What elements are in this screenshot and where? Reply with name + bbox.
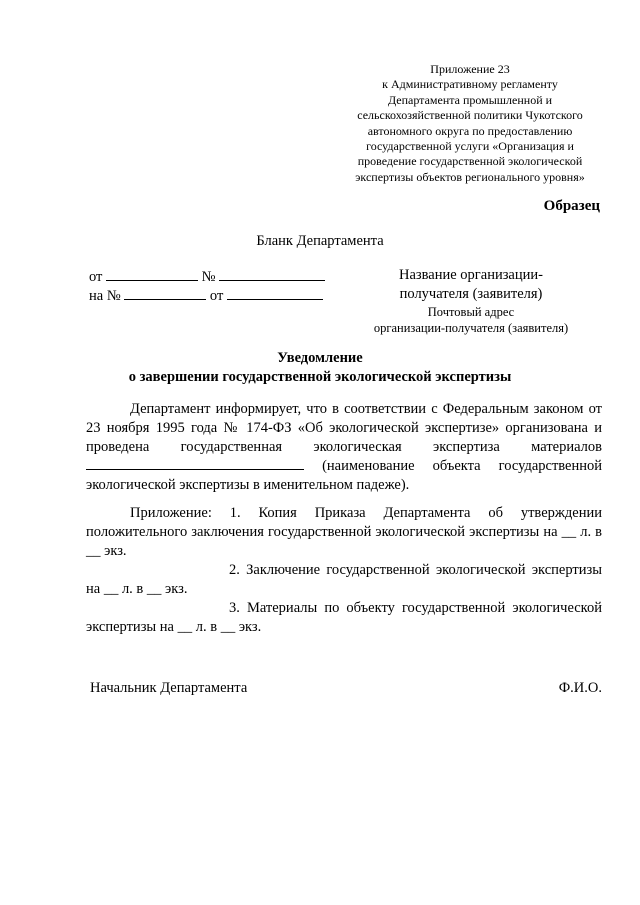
attachment-line: Приложение 23 [430, 62, 510, 76]
attachment-line: сельскохозяйственной политики Чукотского [357, 108, 583, 123]
signatory-name: Ф.И.О. [558, 680, 602, 696]
object-name-blank [86, 457, 304, 470]
attachment-line: государственной услуги «Организация и [366, 139, 574, 154]
attachment-header [335, 62, 605, 185]
from-label: от [89, 269, 103, 285]
recipient-address-line: организации-получателя (заявителя) [373, 321, 569, 335]
document-title [0, 349, 640, 387]
attachment-item: 2. Заключение государственной экологической экспертизы на __ л. в __ экз. [86, 562, 602, 597]
date-blank [106, 268, 198, 281]
body-text-cont: (наименование объекта государственной экологической экспертизы в именительном падеже). [86, 458, 603, 493]
notification-body [86, 400, 602, 495]
requisites-line-1 [89, 268, 325, 287]
reply-from-label: от [209, 288, 224, 304]
recipient-block [366, 266, 576, 336]
number-blank [219, 268, 325, 281]
body-text: Департамент информирует, что в соответствии с Федеральным законом от 23 ноября 1995 года № 174-ФЗ «Об экологической экспертизе» организована и проведена государственная экологическая экспертиза материалов [86, 401, 602, 455]
body-paragraph [86, 400, 602, 495]
signature-block [90, 680, 602, 697]
outgoing-requisites [89, 268, 325, 306]
sample-label: Образец [543, 198, 600, 214]
title-line: Уведомление [277, 350, 363, 366]
recipient-name-line: Название организации- [399, 267, 543, 283]
attachment-item: Приложение: 1. Копия Приказа Департамента об утверждении положительного заключения государственной экологической экспертизы на __ л. в __ экз. [86, 505, 602, 559]
reply-date-blank [227, 287, 323, 300]
attachment-line: автономного округа по предоставлению [367, 123, 573, 138]
reply-number-blank [124, 287, 206, 300]
attachment-line: проведение государственной экологической [357, 154, 583, 169]
signatory-position: Начальник Департамента [90, 680, 248, 696]
reply-number-label: на № [89, 288, 121, 304]
attachment-line: к Административному регламенту [382, 77, 558, 92]
recipient-address-line: Почтовый адрес [427, 305, 515, 319]
attachment-line: экспертизы объектов регионального уровня» [355, 169, 585, 184]
attachment-line: Департамента промышленной и [387, 92, 553, 107]
requisites-line-2 [89, 287, 325, 306]
attachment-item: 3. Материалы по объекту государственной экологической экспертизы на __ л. в __ экз. [86, 600, 602, 635]
title-line: о завершении государственной экологической экспертизы [128, 369, 512, 385]
attachments-list [86, 504, 602, 637]
number-sign: № [201, 269, 216, 285]
letterhead-label: Бланк Департамента [256, 233, 384, 249]
recipient-name-line: получателя (заявителя) [399, 286, 543, 302]
